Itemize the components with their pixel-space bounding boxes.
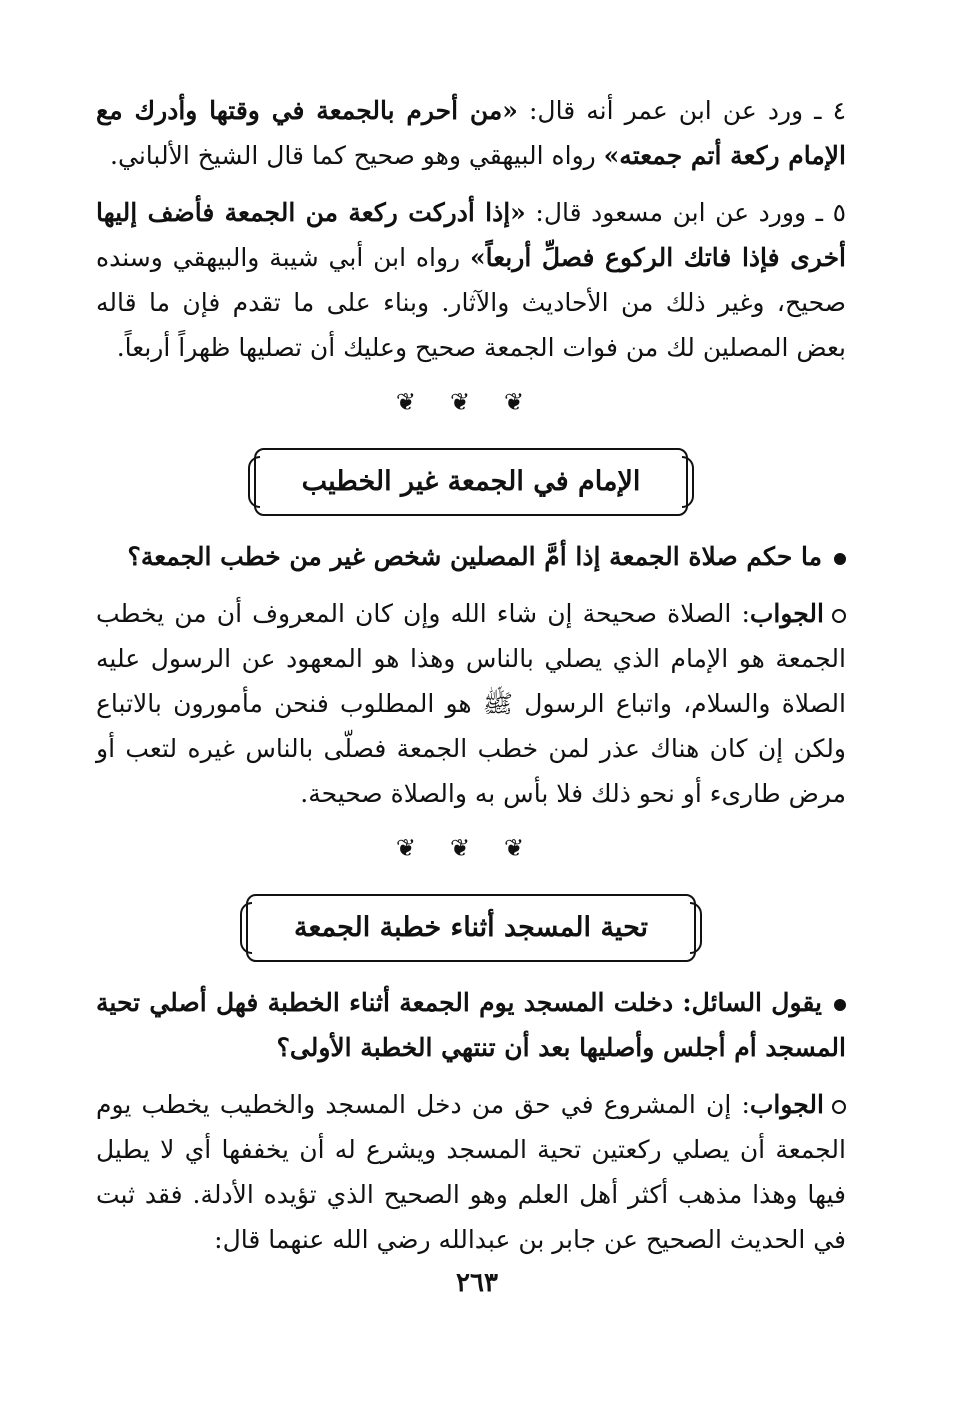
item-4-suffix: رواه البيهقي وهو صحيح كما قال الشيخ الألباني. xyxy=(110,141,604,170)
bullet-icon xyxy=(834,999,846,1011)
section-1-answer-label: الجواب xyxy=(749,599,824,628)
circle-bullet-icon xyxy=(832,609,846,623)
item-5-prefix: ٥ ـ وورد عن ابن مسعود قال: xyxy=(525,198,846,227)
section-1-heading-frame xyxy=(96,448,846,516)
item-4-paragraph xyxy=(96,88,846,178)
section-1-answer xyxy=(96,591,846,816)
ornament-icon: ❦ xyxy=(449,834,493,862)
section-2-answer-text: : إن المشروع في حق من دخل المسجد والخطيب يخطب يوم الجمعة أن يصلي ركعتين تحية المسجد ويشرع له أن يخففها أي لا يطيل فيها وهذا مذهب أكثر أهل العلم وهو الصحيح الذي تؤيده الأدلة. فقد ثبت في الحديث الصحيح عن جابر بن عبدالله رضي الله عنهما قال: xyxy=(96,1090,846,1254)
item-5-paragraph xyxy=(96,190,846,370)
section-divider-ornament-1 xyxy=(96,382,846,422)
ornament-icon: ❦ xyxy=(395,388,438,416)
section-2-question xyxy=(96,980,846,1070)
page-body xyxy=(96,88,846,1262)
section-1-answer-text: : الصلاة صحيحة إن شاء الله وإن كان المعروف أن من يخطب الجمعة هو الإمام الذي يصلي بالناس وهذا هو المعهود عن الرسول عليه الصلاة والسلام، واتباع الرسول ﷺ هو المطلوب فنحن مأمورون بالاتباع ولكن إن كان هناك عذر لمن خطب الجمعة فصلّى بالناس غيره لتعب أو مرض طارىء أو نحو ذلك فلا بأس به والصلاة صحيحة. xyxy=(96,599,846,808)
ornament-icon: ❦ xyxy=(504,388,547,416)
section-1-question xyxy=(96,534,846,579)
circle-bullet-icon xyxy=(832,1100,846,1114)
page-number: ٢٦٣ xyxy=(456,1268,498,1298)
section-2-answer xyxy=(96,1082,846,1262)
section-1-title: الإمام في الجمعة غير الخطيب xyxy=(254,448,689,516)
item-5-quote: «إذا أدركت ركعة من الجمعة فأضف إليها أخرى فإذا فاتك الركوع فصلِّ أربعاً» xyxy=(96,198,846,272)
item-5-suffix: رواه ابن أبي شيبة والبيهقي وسنده صحيح، وغير ذلك من الأحاديث والآثار. وبناء على ما تقدم فإن ما قاله بعض المصلين لك من فوات الجمعة صحيح وعليك أن تصليها ظهراً أربعاً. xyxy=(96,243,846,362)
item-4-quote: «من أحرم بالجمعة في وقتها وأدرك مع الإمام ركعة أتم جمعته» xyxy=(96,96,846,170)
item-4-prefix: ٤ ـ ورد عن ابن عمر أنه قال: xyxy=(517,96,846,125)
section-2-title: تحية المسجد أثناء خطبة الجمعة xyxy=(246,894,696,962)
ornament-icon: ❦ xyxy=(449,388,493,416)
section-2-question-text: يقول السائل: دخلت المسجد يوم الجمعة أثناء الخطبة فهل أصلي تحية المسجد أم أجلس وأصليها بعد أن تنتهي الخطبة الأولى؟ xyxy=(96,988,846,1062)
bullet-icon xyxy=(834,553,846,565)
section-divider-ornament-2 xyxy=(96,828,846,868)
section-1-question-text: ما حكم صلاة الجمعة إذا أمَّ المصلين شخص غير من خطب الجمعة؟ xyxy=(127,542,822,571)
ornament-icon: ❦ xyxy=(395,834,438,862)
ornament-icon: ❦ xyxy=(504,834,547,862)
section-2-heading-frame xyxy=(96,894,846,962)
section-2-answer-label: الجواب xyxy=(749,1090,824,1119)
